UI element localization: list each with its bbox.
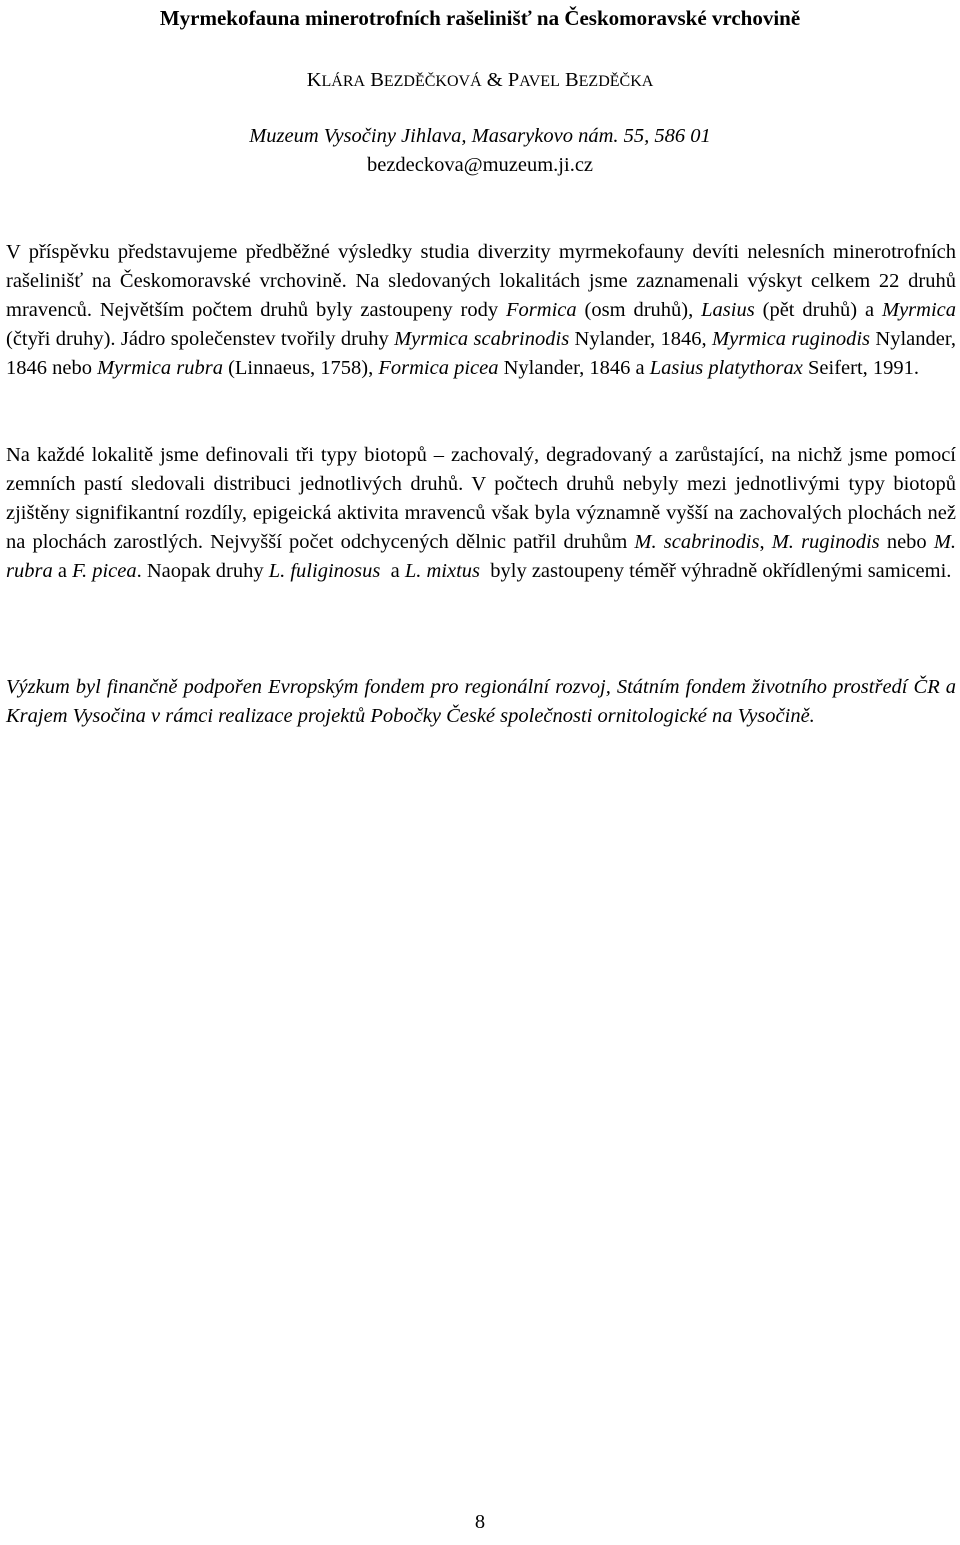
text-run: Nylander, 1846, [569, 328, 713, 350]
text-run: , [759, 531, 772, 553]
text-run: (Linnaeus, 1758), [222, 357, 379, 379]
species-name: Lasius platythorax [649, 357, 803, 379]
species-name: M. scabrinodis [634, 531, 760, 553]
text-run: (pět druhů) a [754, 299, 882, 321]
species-name: L. mixtus [404, 560, 481, 582]
author2-first-rest: AVEL [519, 73, 560, 90]
species-name: M. ruginodis [771, 531, 880, 553]
text-run: a [52, 560, 73, 582]
author-separator: & [481, 69, 508, 91]
author2-last-initial: B [564, 69, 579, 91]
text-run: . Naopak druhy [136, 560, 269, 582]
author2-first-initial: P [507, 69, 520, 91]
author1-first-initial: K [306, 69, 322, 91]
species-name: Myrmica ruginodis [712, 328, 871, 350]
author1-first-rest: LÁRA [321, 73, 366, 90]
acknowledgement-paragraph: Výzkum byl finančně podpořen Evropským fondem pro regionální rozvoj, Státním fondem životního prostředí ČR a Krajem Vysočina v rámci realizace projektů Pobočky České společnosti ornitologické na Vysočině. [6, 676, 956, 727]
author1-last-initial: B [370, 69, 384, 91]
species-name: Formica picea [378, 357, 499, 379]
species-name: F. picea [72, 560, 137, 582]
genus-name: Lasius [701, 299, 755, 321]
text-run: (osm druhů), [576, 299, 702, 321]
author-line [0, 66, 960, 96]
species-name: Myrmica scabrinodis [394, 328, 570, 350]
article-title: Myrmekofauna minerotrofních rašelinišť na Českomoravské vrchovině [159, 6, 801, 30]
text-run: Nylander, 1846 a [498, 357, 650, 379]
email-address[interactable]: bezdeckova@muzeum.ji.cz [366, 154, 594, 176]
text-run: byly zastoupeny téměř výhradně okřídlenými samicemi. [480, 560, 952, 582]
genus-name: Myrmica [882, 299, 957, 321]
text-run: nebo [879, 531, 934, 553]
text-run: Na každé lokalitě jsme definovali tři typy biotopů – zachovalý, degradovaný a zarůstající, na nichž jsme pomocí zemních pastí sledovali distribuci jednotlivých druhů. V počtech druhů nebyly mezi jednotlivými typy biotopů zjištěny signifikantní rozdíly, epigeická aktivita mravenců však byla významně vyšší na zachovalých plochách než na plochách zarostlých. Nejvyšší počet odchycených dělnic patřil druhům [6, 444, 956, 553]
page-number: 8 [474, 1511, 486, 1533]
species-name: Myrmica rubra [97, 357, 223, 379]
affiliation-block [0, 122, 960, 180]
author1-last-rest: EZDĚČKOVÁ [383, 73, 482, 90]
author2-last-rest: EZDĚČKA [578, 73, 654, 90]
text-run: a [380, 560, 405, 582]
species-name: L. fuliginosus [268, 560, 381, 582]
text-run: V příspěvku představujeme předběžné výsledky studia diverzity myrmekofauny devíti nelesních minerotrofních rašelinišť na Českomoravské vrchovině. Na sledovaných lokalitách jsme zaznamenali výskyt celkem 22 druhů mravenců. Největším počtem druhů byly zastoupeny rody [6, 241, 956, 321]
species-name: M. rubra [6, 531, 957, 582]
abstract-paragraph-2 [6, 441, 956, 586]
text-run: Nylander, 1846 nebo [6, 328, 956, 379]
text-run: Seifert, 1991. [802, 357, 920, 379]
text-run: (čtyři druhy). Jádro společenstev tvořily druhy [6, 328, 395, 350]
genus-name: Formica [506, 299, 577, 321]
affiliation: Muzeum Vysočiny Jihlava, Masarykovo nám. 55, 586 01 [249, 125, 711, 147]
abstract-paragraph-1 [6, 238, 956, 383]
